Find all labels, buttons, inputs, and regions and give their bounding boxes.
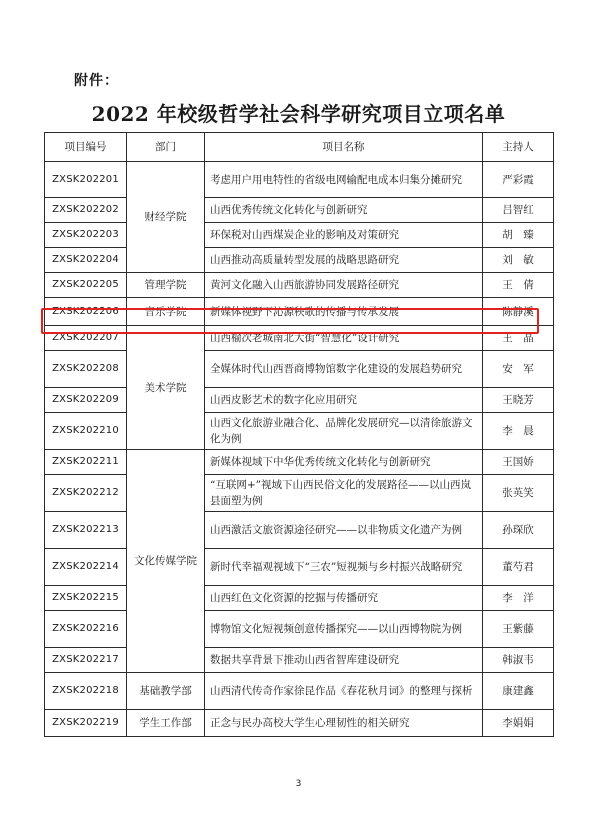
highlight-box <box>41 308 539 334</box>
project-id: ZXSK202217 <box>45 648 127 673</box>
project-table <box>44 132 554 737</box>
project-id: ZXSK202214 <box>45 549 127 586</box>
project-name: “互联网+”视域下山西民俗文化的发展路径——以山西岚县面塑为例 <box>205 475 483 512</box>
project-id: ZXSK202208 <box>45 351 127 388</box>
project-name: 山西优秀传统文化转化与创新研究 <box>205 198 483 223</box>
project-name: 环保税对山西煤炭企业的影响及对策研究 <box>205 223 483 248</box>
project-host: 王紫藤 <box>483 611 554 648</box>
table-row <box>45 223 554 248</box>
dept-cell: 财经学院 <box>127 162 205 273</box>
project-name: 黄河文化融入山西旅游协同发展路径研究 <box>205 273 483 298</box>
project-host: 康建鑫 <box>483 673 554 710</box>
dept-cell: 基础教学部 <box>127 673 205 710</box>
project-host: 李 洋 <box>483 586 554 611</box>
project-id: ZXSK202212 <box>45 475 127 512</box>
project-name: 山西榆次老城南北大街“智慧化”设计研究 <box>205 326 483 351</box>
table-row <box>45 162 554 198</box>
project-name: 全媒体时代山西晋商博物馆数字化建设的发展趋势研究 <box>205 351 483 388</box>
table-row <box>45 710 554 737</box>
project-name: 新媒体视野下沁源秧歌的传播与传承发展 <box>205 298 483 326</box>
table-row <box>45 198 554 223</box>
header-dept: 部门 <box>127 133 205 162</box>
project-host: 李娟娟 <box>483 710 554 737</box>
project-name: 山西清代传奇作家徐昆作品《春花秋月词》的整理与探析 <box>205 673 483 710</box>
page-title: 2022 年校级哲学社会科学研究项目立项名单 <box>91 102 506 126</box>
project-name: 山西红色文化资源的挖掘与传播研究 <box>205 586 483 611</box>
dept-cell: 管理学院 <box>127 273 205 298</box>
dept-cell: 文化传媒学院 <box>127 450 205 673</box>
project-name: 考虑用户用电特性的省级电网输配电成本归集分摊研究 <box>205 162 483 198</box>
project-host: 王晓芳 <box>483 388 554 413</box>
project-host: 胡 臻 <box>483 223 554 248</box>
table-row <box>45 248 554 273</box>
project-host: 李 晨 <box>483 413 554 450</box>
table-row <box>45 512 554 549</box>
table-row <box>45 351 554 388</box>
table-row <box>45 611 554 648</box>
project-id: ZXSK202213 <box>45 512 127 549</box>
project-id: ZXSK202204 <box>45 248 127 273</box>
project-name: 山西文化旅游业融合化、品牌化发展研究—以清徐旅游文化为例 <box>205 413 483 450</box>
project-host: 王 晶 <box>483 326 554 351</box>
project-id: ZXSK202207 <box>45 326 127 351</box>
project-host: 安 军 <box>483 351 554 388</box>
project-name: 博物馆文化短视频创意传播探究——以山西博物院为例 <box>205 611 483 648</box>
project-id: ZXSK202215 <box>45 586 127 611</box>
table-header-row <box>45 133 554 162</box>
project-id: ZXSK202202 <box>45 198 127 223</box>
project-id: ZXSK202205 <box>45 273 127 298</box>
project-name: 山西推动高质量转型发展的战略思路研究 <box>205 248 483 273</box>
project-name: 山西激活文旅资源途径研究——以非物质文化遗产为例 <box>205 512 483 549</box>
project-host: 刘 敏 <box>483 248 554 273</box>
dept-cell: 学生工作部 <box>127 710 205 737</box>
project-host: 孙琛欣 <box>483 512 554 549</box>
project-host: 张英笑 <box>483 475 554 512</box>
header-name: 项目名称 <box>205 133 483 162</box>
table-row <box>45 388 554 413</box>
table-row <box>45 586 554 611</box>
table-row <box>45 413 554 450</box>
project-id: ZXSK202219 <box>45 710 127 737</box>
project-id: ZXSK202203 <box>45 223 127 248</box>
project-name: 数据共享背景下推动山西省智库建设研究 <box>205 648 483 673</box>
project-host: 王 倩 <box>483 273 554 298</box>
header-host: 主持人 <box>483 133 554 162</box>
table-row <box>45 450 554 475</box>
project-id: ZXSK202206 <box>45 298 127 326</box>
attachment-label: 附件： <box>74 73 119 89</box>
project-id: ZXSK202216 <box>45 611 127 648</box>
header-id: 项目编号 <box>45 133 127 162</box>
project-name: 新媒体视域下中华优秀传统文化转化与创新研究 <box>205 450 483 475</box>
project-name: 正念与民办高校大学生心理韧性的相关研究 <box>205 710 483 737</box>
page-number: 3 <box>295 779 302 789</box>
table-row <box>45 549 554 586</box>
project-id: ZXSK202210 <box>45 413 127 450</box>
project-name: 新时代幸福观视域下“三农”短视频与乡村振兴战略研究 <box>205 549 483 586</box>
project-id: ZXSK202209 <box>45 388 127 413</box>
project-host: 董芍君 <box>483 549 554 586</box>
dept-cell: 美术学院 <box>127 326 205 450</box>
project-name: 山西皮影艺术的数字化应用研究 <box>205 388 483 413</box>
project-host: 严彩霞 <box>483 162 554 198</box>
table-row <box>45 673 554 710</box>
project-id: ZXSK202218 <box>45 673 127 710</box>
dept-cell: 音乐学院 <box>127 298 205 326</box>
project-host: 陈静溪 <box>483 298 554 326</box>
project-host: 韩淑韦 <box>483 648 554 673</box>
table-row <box>45 475 554 512</box>
project-host: 吕智红 <box>483 198 554 223</box>
project-id: ZXSK202201 <box>45 162 127 198</box>
table-row <box>45 648 554 673</box>
project-host: 王国娇 <box>483 450 554 475</box>
table-row <box>45 273 554 298</box>
project-id: ZXSK202211 <box>45 450 127 475</box>
